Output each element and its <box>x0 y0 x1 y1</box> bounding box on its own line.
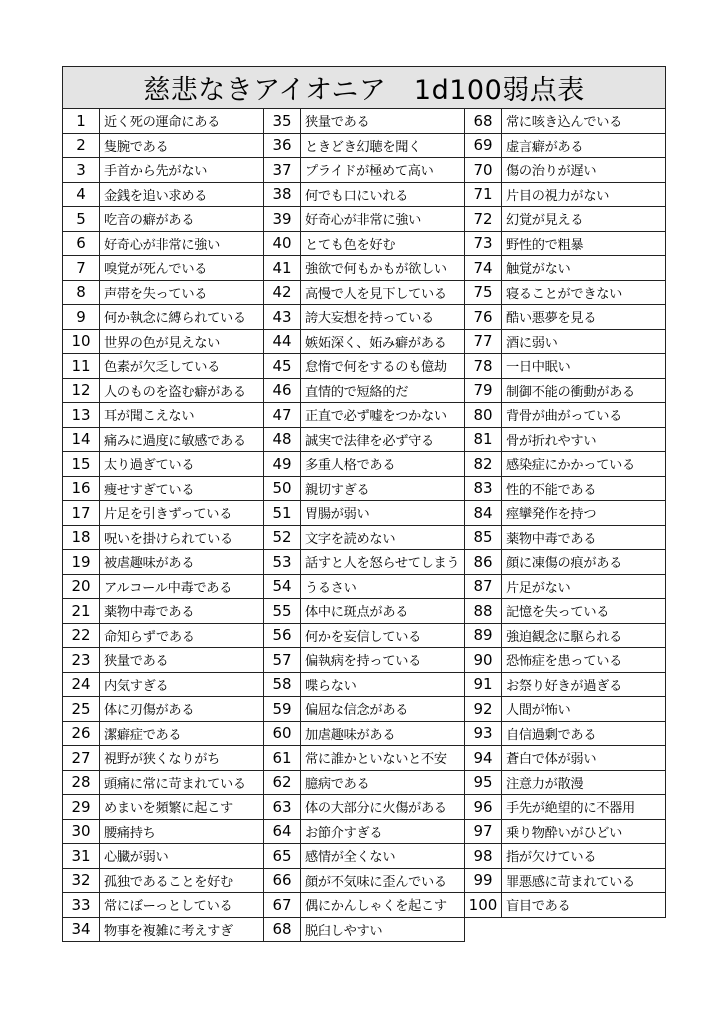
roll-number-cell: 48 <box>264 427 301 452</box>
roll-number-cell: 38 <box>264 182 301 207</box>
weakness-text-cell: 怠惰で何をするのも億劫 <box>301 354 465 379</box>
table-row <box>63 599 666 624</box>
roll-number-cell: 79 <box>465 378 502 403</box>
weakness-text-cell: 片足がない <box>502 574 666 599</box>
weakness-text-cell: 蒼白で体が弱い <box>502 746 666 771</box>
table-row <box>63 623 666 648</box>
table-row <box>63 525 666 550</box>
weakness-text-cell: 性的不能である <box>502 476 666 501</box>
table-row <box>63 574 666 599</box>
weakness-text-cell: 声帯を失っている <box>100 280 264 305</box>
roll-number-cell: 21 <box>63 599 100 624</box>
weakness-table <box>62 66 666 942</box>
table-row <box>63 109 666 134</box>
roll-number-cell: 37 <box>264 158 301 183</box>
roll-number-cell: 36 <box>264 133 301 158</box>
roll-number-cell: 88 <box>465 599 502 624</box>
weakness-text-cell: 誇大妄想を持っている <box>301 305 465 330</box>
weakness-text-cell: 被虐趣味がある <box>100 550 264 575</box>
weakness-text-cell: 近く死の運命にある <box>100 109 264 134</box>
roll-number-cell: 90 <box>465 648 502 673</box>
weakness-text-cell: 視野が狭くなりがち <box>100 746 264 771</box>
table-row <box>63 427 666 452</box>
weakness-text-cell: 常に誰かといないと不安 <box>301 746 465 771</box>
roll-number-cell: 17 <box>63 501 100 526</box>
roll-number-cell: 40 <box>264 231 301 256</box>
weakness-text-cell: 好奇心が非常に強い <box>100 231 264 256</box>
roll-number-cell: 75 <box>465 280 502 305</box>
weakness-text-cell: 高慢で人を見下している <box>301 280 465 305</box>
weakness-text-cell: 偶にかんしゃくを起こす <box>301 893 465 918</box>
roll-number-cell: 86 <box>465 550 502 575</box>
weakness-text-cell: 狭量である <box>100 648 264 673</box>
roll-number-cell: 81 <box>465 427 502 452</box>
weakness-text-cell: 誠実で法律を必ず守る <box>301 427 465 452</box>
roll-number-cell: 54 <box>264 574 301 599</box>
roll-number-cell: 32 <box>63 868 100 893</box>
roll-number-cell: 24 <box>63 672 100 697</box>
roll-number-cell: 33 <box>63 893 100 918</box>
weakness-text-cell: 呪いを掛けられている <box>100 525 264 550</box>
roll-number-cell: 73 <box>465 231 502 256</box>
roll-number-cell: 91 <box>465 672 502 697</box>
table-row <box>63 672 666 697</box>
weakness-text-cell: 感情が全くない <box>301 844 465 869</box>
weakness-text-cell: ときどき幻聴を聞く <box>301 133 465 158</box>
roll-number-cell: 84 <box>465 501 502 526</box>
roll-number-cell: 14 <box>63 427 100 452</box>
roll-number-cell: 23 <box>63 648 100 673</box>
weakness-text-cell: 話すと人を怒らせてしまう <box>301 550 465 575</box>
weakness-text-cell: 自信過剰である <box>502 721 666 746</box>
table-row <box>63 378 666 403</box>
roll-number-cell: 29 <box>63 795 100 820</box>
roll-number-cell: 97 <box>465 819 502 844</box>
table-row <box>63 256 666 281</box>
weakness-text-cell: 命知らずである <box>100 623 264 648</box>
roll-number-cell: 43 <box>264 305 301 330</box>
roll-number-cell: 22 <box>63 623 100 648</box>
roll-number-cell: 74 <box>465 256 502 281</box>
table-row <box>63 403 666 428</box>
weakness-text-cell: 体中に斑点がある <box>301 599 465 624</box>
weakness-text-cell: 寝ることができない <box>502 280 666 305</box>
weakness-text-cell: 直情的で短絡的だ <box>301 378 465 403</box>
weakness-text-cell: 多重人格である <box>301 452 465 477</box>
roll-number-cell: 60 <box>264 721 301 746</box>
roll-number-cell: 64 <box>264 819 301 844</box>
weakness-text-cell: 狭量である <box>301 109 465 134</box>
roll-number-cell: 47 <box>264 403 301 428</box>
roll-number-cell: 2 <box>63 133 100 158</box>
weakness-text-cell: 頭痛に常に苛まれている <box>100 770 264 795</box>
roll-number-cell: 11 <box>63 354 100 379</box>
weakness-text-cell: 手先が絶望的に不器用 <box>502 795 666 820</box>
weakness-text-cell: 顔が不気味に歪んでいる <box>301 868 465 893</box>
weakness-text-cell: 太り過ぎている <box>100 452 264 477</box>
roll-number-cell: 35 <box>264 109 301 134</box>
roll-number-cell: 25 <box>63 697 100 722</box>
roll-number-cell: 52 <box>264 525 301 550</box>
weakness-text-cell: 記憶を失っている <box>502 599 666 624</box>
weakness-text-cell: 恐怖症を患っている <box>502 648 666 673</box>
roll-number-cell: 1 <box>63 109 100 134</box>
table-row <box>63 207 666 232</box>
roll-number-cell: 78 <box>465 354 502 379</box>
weakness-text-cell: 何でも口にいれる <box>301 182 465 207</box>
roll-number-cell: 44 <box>264 329 301 354</box>
weakness-text-cell: 嫉妬深く、妬み癖がある <box>301 329 465 354</box>
table-row <box>63 795 666 820</box>
table-row <box>63 844 666 869</box>
table-row <box>63 329 666 354</box>
title-row <box>63 67 666 109</box>
roll-number-cell: 57 <box>264 648 301 673</box>
weakness-text-cell: 耳が聞こえない <box>100 403 264 428</box>
weakness-text-cell: 痙攣発作を持つ <box>502 501 666 526</box>
weakness-text-cell: 傷の治りが遅い <box>502 158 666 183</box>
weakness-text-cell: 野性的で粗暴 <box>502 231 666 256</box>
weakness-text-cell: 人のものを盗む癖がある <box>100 378 264 403</box>
weakness-text-cell: 触覚がない <box>502 256 666 281</box>
weakness-text-cell: 虚言癖がある <box>502 133 666 158</box>
weakness-text-cell: 好奇心が非常に強い <box>301 207 465 232</box>
roll-number-cell: 77 <box>465 329 502 354</box>
roll-number-cell: 76 <box>465 305 502 330</box>
roll-number-cell: 13 <box>63 403 100 428</box>
roll-number-cell: 4 <box>63 182 100 207</box>
roll-number-cell: 12 <box>63 378 100 403</box>
weakness-text-cell: 喋らない <box>301 672 465 697</box>
roll-number-cell: 28 <box>63 770 100 795</box>
table-row <box>63 721 666 746</box>
roll-number-cell: 68 <box>264 917 301 942</box>
weakness-text-cell: 吃音の癖がある <box>100 207 264 232</box>
weakness-text-cell: 文字を読めない <box>301 525 465 550</box>
table-row <box>63 280 666 305</box>
weakness-text-cell: 骨が折れやすい <box>502 427 666 452</box>
roll-number-cell: 66 <box>264 868 301 893</box>
weakness-text-cell: 顔に凍傷の痕がある <box>502 550 666 575</box>
weakness-text-cell: 指が欠けている <box>502 844 666 869</box>
weakness-text-cell: 幻覚が見える <box>502 207 666 232</box>
weakness-text-cell: 臆病である <box>301 770 465 795</box>
weakness-text-cell: 酷い悪夢を見る <box>502 305 666 330</box>
table-title: 慈悲なきアイオニア 1d100弱点表 <box>63 67 666 109</box>
roll-number-cell: 87 <box>465 574 502 599</box>
weakness-text-cell: 強迫観念に駆られる <box>502 623 666 648</box>
weakness-text-cell: 親切すぎる <box>301 476 465 501</box>
weakness-text-cell: 片目の視力がない <box>502 182 666 207</box>
roll-number-cell: 9 <box>63 305 100 330</box>
roll-number-cell: 65 <box>264 844 301 869</box>
roll-number-cell: 98 <box>465 844 502 869</box>
weakness-text-cell: 常にぼーっとしている <box>100 893 264 918</box>
roll-number-cell: 42 <box>264 280 301 305</box>
table-row <box>63 819 666 844</box>
roll-number-cell: 27 <box>63 746 100 771</box>
table-row <box>63 354 666 379</box>
roll-number-cell: 19 <box>63 550 100 575</box>
table-row <box>63 452 666 477</box>
weakness-text-cell: 罪悪感に苛まれている <box>502 868 666 893</box>
table-row <box>63 182 666 207</box>
weakness-text-cell: 乗り物酔いがひどい <box>502 819 666 844</box>
weakness-text-cell: 何かを妄信している <box>301 623 465 648</box>
roll-number-cell: 8 <box>63 280 100 305</box>
roll-number-cell: 7 <box>63 256 100 281</box>
table-row <box>63 893 666 918</box>
weakness-text-cell: 物事を複雑に考えすぎ <box>100 917 264 942</box>
weakness-text-cell: 偏屈な信念がある <box>301 697 465 722</box>
weakness-text-cell: 感染症にかかっている <box>502 452 666 477</box>
roll-number-cell: 5 <box>63 207 100 232</box>
roll-number-cell: 59 <box>264 697 301 722</box>
table-row <box>63 305 666 330</box>
weakness-text-cell: 潔癖症である <box>100 721 264 746</box>
weakness-text-cell: 胃腸が弱い <box>301 501 465 526</box>
empty-cell <box>465 917 666 942</box>
roll-number-cell: 50 <box>264 476 301 501</box>
roll-number-cell: 6 <box>63 231 100 256</box>
weakness-text-cell: 酒に弱い <box>502 329 666 354</box>
weakness-text-cell: 偏執病を持っている <box>301 648 465 673</box>
roll-number-cell: 49 <box>264 452 301 477</box>
table-row <box>63 746 666 771</box>
roll-number-cell: 3 <box>63 158 100 183</box>
roll-number-cell: 15 <box>63 452 100 477</box>
weakness-text-cell: めまいを頻繁に起こす <box>100 795 264 820</box>
roll-number-cell: 89 <box>465 623 502 648</box>
roll-number-cell: 69 <box>465 133 502 158</box>
table-row <box>63 158 666 183</box>
table-row <box>63 868 666 893</box>
weakness-text-cell: 痛みに過度に敏感である <box>100 427 264 452</box>
roll-number-cell: 55 <box>264 599 301 624</box>
roll-number-cell: 31 <box>63 844 100 869</box>
weakness-text-cell: 色素が欠乏している <box>100 354 264 379</box>
weakness-text-cell: アルコール中毒である <box>100 574 264 599</box>
roll-number-cell: 26 <box>63 721 100 746</box>
roll-number-cell: 100 <box>465 893 502 918</box>
weakness-text-cell: 片足を引きずっている <box>100 501 264 526</box>
roll-number-cell: 68 <box>465 109 502 134</box>
weakness-text-cell: 腰痛持ち <box>100 819 264 844</box>
weakness-text-cell: 世界の色が見えない <box>100 329 264 354</box>
weakness-text-cell: 盲目である <box>502 893 666 918</box>
roll-number-cell: 62 <box>264 770 301 795</box>
weakness-text-cell: 常に咳き込んでいる <box>502 109 666 134</box>
table-row <box>63 648 666 673</box>
weakness-text-cell: 加虐趣味がある <box>301 721 465 746</box>
weakness-text-cell: 薬物中毒である <box>100 599 264 624</box>
weakness-text-cell: プライドが極めて高い <box>301 158 465 183</box>
roll-number-cell: 93 <box>465 721 502 746</box>
roll-number-cell: 95 <box>465 770 502 795</box>
weakness-text-cell: うるさい <box>301 574 465 599</box>
table-row <box>63 476 666 501</box>
weakness-text-cell: 体に刃傷がある <box>100 697 264 722</box>
roll-number-cell: 83 <box>465 476 502 501</box>
table-row <box>63 770 666 795</box>
table-body <box>63 109 666 942</box>
roll-number-cell: 20 <box>63 574 100 599</box>
weakness-text-cell: 孤独であることを好む <box>100 868 264 893</box>
roll-number-cell: 82 <box>465 452 502 477</box>
roll-number-cell: 34 <box>63 917 100 942</box>
weakness-text-cell: お節介すぎる <box>301 819 465 844</box>
roll-number-cell: 45 <box>264 354 301 379</box>
roll-number-cell: 85 <box>465 525 502 550</box>
weakness-text-cell: とても色を好む <box>301 231 465 256</box>
roll-number-cell: 39 <box>264 207 301 232</box>
weakness-text-cell: 正直で必ず嘘をつかない <box>301 403 465 428</box>
roll-number-cell: 71 <box>465 182 502 207</box>
roll-number-cell: 30 <box>63 819 100 844</box>
roll-number-cell: 99 <box>465 868 502 893</box>
roll-number-cell: 80 <box>465 403 502 428</box>
table-row <box>63 501 666 526</box>
roll-number-cell: 58 <box>264 672 301 697</box>
weakness-text-cell: 薬物中毒である <box>502 525 666 550</box>
roll-number-cell: 94 <box>465 746 502 771</box>
roll-number-cell: 18 <box>63 525 100 550</box>
roll-number-cell: 61 <box>264 746 301 771</box>
roll-number-cell: 67 <box>264 893 301 918</box>
weakness-text-cell: 強欲で何もかもが欲しい <box>301 256 465 281</box>
weakness-text-cell: 何か執念に縛られている <box>100 305 264 330</box>
roll-number-cell: 53 <box>264 550 301 575</box>
roll-number-cell: 96 <box>465 795 502 820</box>
weakness-text-cell: 人間が怖い <box>502 697 666 722</box>
roll-number-cell: 10 <box>63 329 100 354</box>
roll-number-cell: 70 <box>465 158 502 183</box>
weakness-text-cell: お祭り好きが過ぎる <box>502 672 666 697</box>
table-row <box>63 917 666 942</box>
roll-number-cell: 56 <box>264 623 301 648</box>
weakness-table-sheet <box>62 66 666 942</box>
roll-number-cell: 46 <box>264 378 301 403</box>
table-row <box>63 133 666 158</box>
table-row <box>63 550 666 575</box>
weakness-text-cell: 内気すぎる <box>100 672 264 697</box>
weakness-text-cell: 脱臼しやすい <box>301 917 465 942</box>
roll-number-cell: 72 <box>465 207 502 232</box>
weakness-text-cell: 痩せすぎている <box>100 476 264 501</box>
weakness-text-cell: 隻腕である <box>100 133 264 158</box>
table-row <box>63 697 666 722</box>
weakness-text-cell: 心臓が弱い <box>100 844 264 869</box>
table-row <box>63 231 666 256</box>
weakness-text-cell: 体の大部分に火傷がある <box>301 795 465 820</box>
roll-number-cell: 92 <box>465 697 502 722</box>
weakness-text-cell: 金銭を追い求める <box>100 182 264 207</box>
roll-number-cell: 51 <box>264 501 301 526</box>
roll-number-cell: 16 <box>63 476 100 501</box>
weakness-text-cell: 嗅覚が死んでいる <box>100 256 264 281</box>
weakness-text-cell: 制御不能の衝動がある <box>502 378 666 403</box>
weakness-text-cell: 一日中眠い <box>502 354 666 379</box>
weakness-text-cell: 背骨が曲がっている <box>502 403 666 428</box>
roll-number-cell: 63 <box>264 795 301 820</box>
weakness-text-cell: 手首から先がない <box>100 158 264 183</box>
weakness-text-cell: 注意力が散漫 <box>502 770 666 795</box>
roll-number-cell: 41 <box>264 256 301 281</box>
